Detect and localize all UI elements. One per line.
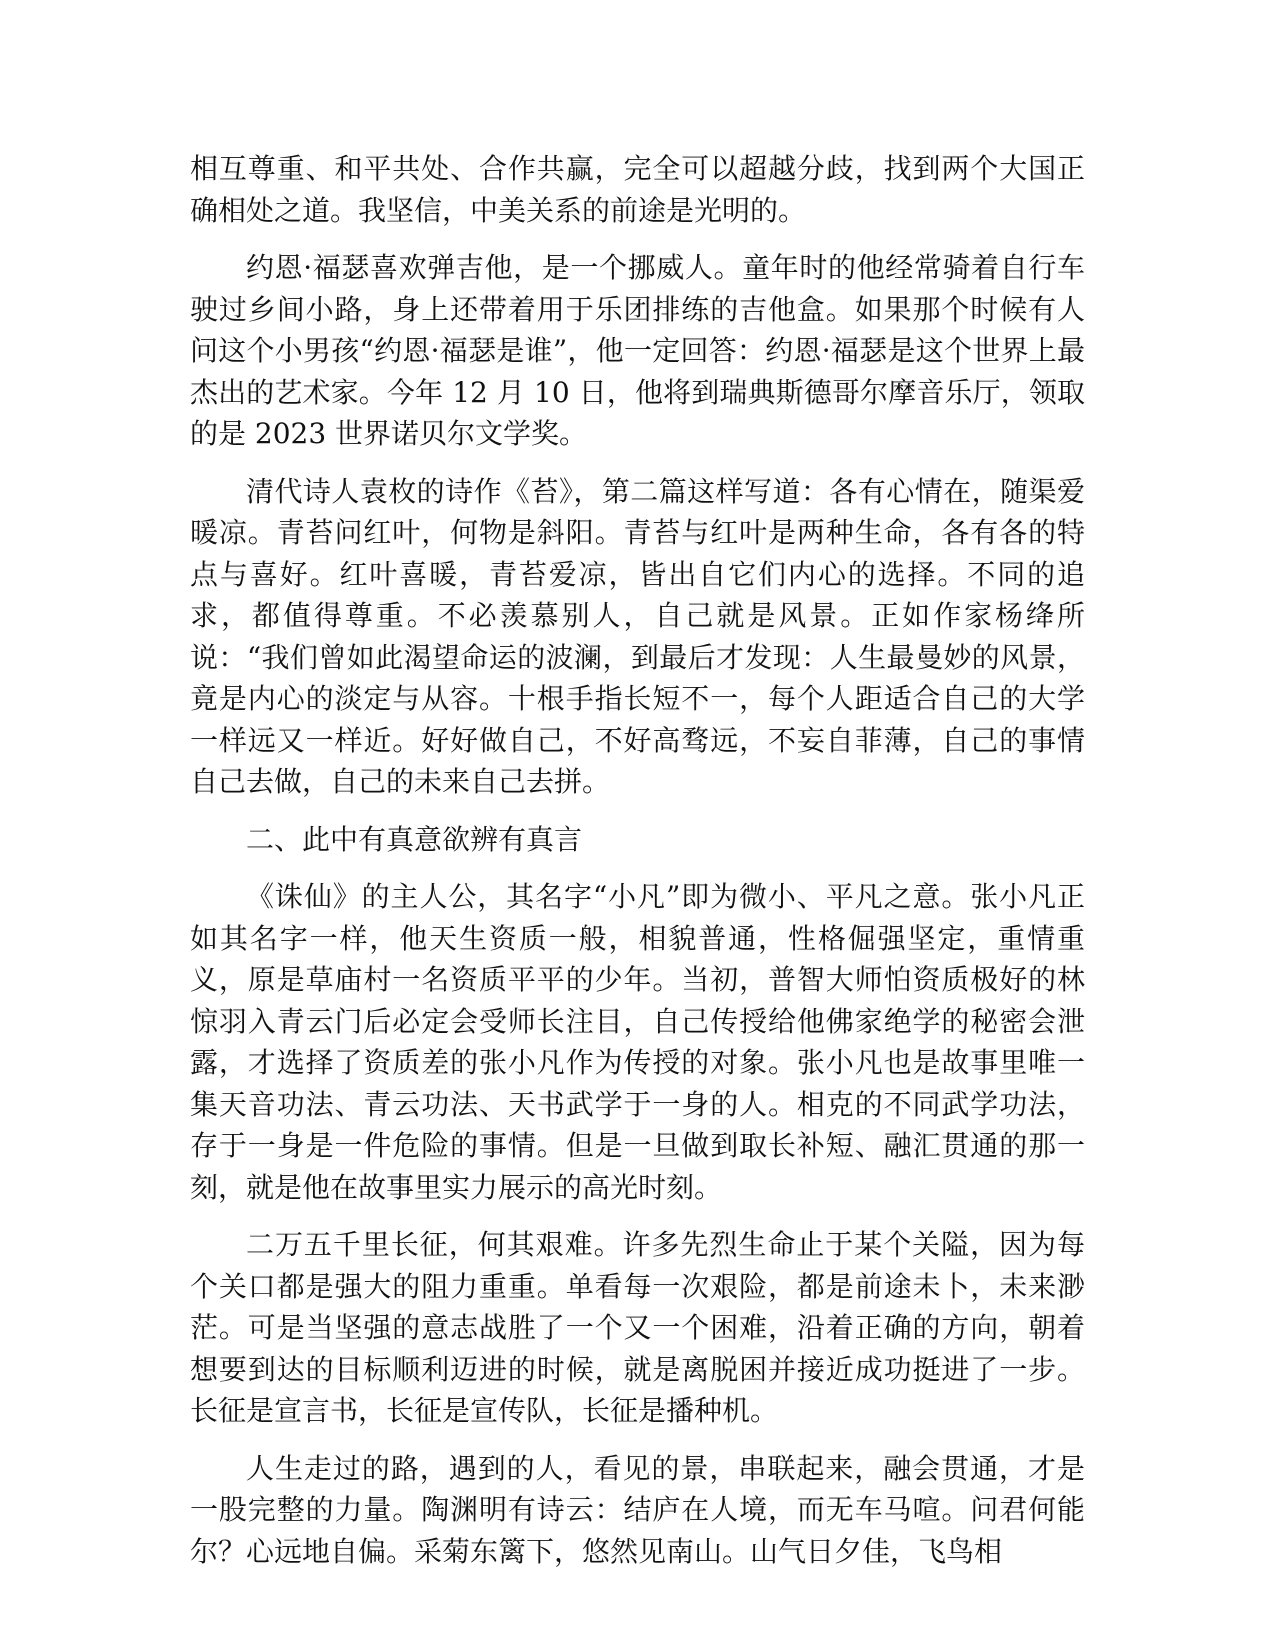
paragraph-yuan-mei-poem: 清代诗人袁枚的诗作《苔》，第二篇这样写道：各有心情在，随渠爱暖凉。青苔问红叶，何物是斜阳。青苔与红叶是两种生命，各有各的特点与喜好。红叶喜暖，青苔爱凉，皆出自它们内心的选择。不同的追求，都值得尊重。不必羡慕别人，自己就是风景。正如作家杨绛所说：“我们曾如此渴望命运的波澜，到最后才发现：人生最曼妙的风景，竟是内心的淡定与从容。十根手指长短不一，每个人距适合自己的大学一样远又一样近。好好做自己，不好高骛远，不妄自菲薄，自己的事情自己去做，自己的未来自己去拼。 (190, 474, 1085, 798)
section-heading: 二、此中有真意欲辨有真言 (246, 822, 583, 856)
paragraph-continued: 相互尊重、和平共处、合作共赢，完全可以超越分歧，找到两个大国正确相处之道。我坚信，中美关系的前途是光明的。 (190, 152, 1085, 227)
paragraph-zhuxian: 《诛仙》的主人公，其名字“小凡”即为微小、平凡之意。张小凡正如其名字一样，他天生资质一般，相貌普通，性格倔强坚定，重情重义，原是草庙村一名资质平平的少年。当初，普智大师怕资质极好的林惊羽入青云门后必定会受师长注目，自己传授给他佛家绝学的秘密会泄露，才选择了资质差的张小凡作为传授的对象。张小凡也是故事里唯一集天音功法、青云功法、天书武学于一身的人。相克的不同武学功法，存于一身是一件危险的事情。但是一旦做到取长补短、融汇贯通的那一刻，就是他在故事里实力展示的高光时刻。 (190, 880, 1085, 1204)
document-page (190, 148, 1085, 1588)
paragraph-tao-yuanming: 人生走过的路，遇到的人，看见的景，串联起来，融会贯通，才是一股完整的力量。陶渊明有诗云：结庐在人境，而无车马喧。问君何能尔？心远地自偏。采菊东篱下，悠然见南山。山气日夕佳，飞鸟相 (190, 1451, 1085, 1568)
paragraph-long-march: 二万五千里长征，何其艰难。许多先烈生命止于某个关隘，因为每个关口都是强大的阻力重重。单看每一次艰险，都是前途未卜，未来渺茫。可是当坚强的意志战胜了一个又一个困难，沿着正确的方向，朝着想要到达的目标顺利迈进的时候，就是离脱困并接近成功挺进了一步。长征是宣言书，长征是宣传队，长征是播种机。 (190, 1228, 1085, 1427)
paragraph-jon-fosse: 约恩·福瑟喜欢弹吉他，是一个挪威人。童年时的他经常骑着自行车驶过乡间小路，身上还带着用于乐团排练的吉他盒。如果那个时候有人问这个小男孩“约恩·福瑟是谁”，他一定回答：约恩·福瑟是这个世界上最杰出的艺术家。今年 12 月 10 日，他将到瑞典斯德哥尔摩音乐厅，领取的是 2023 世界诺贝尔文学奖。 (190, 251, 1085, 450)
